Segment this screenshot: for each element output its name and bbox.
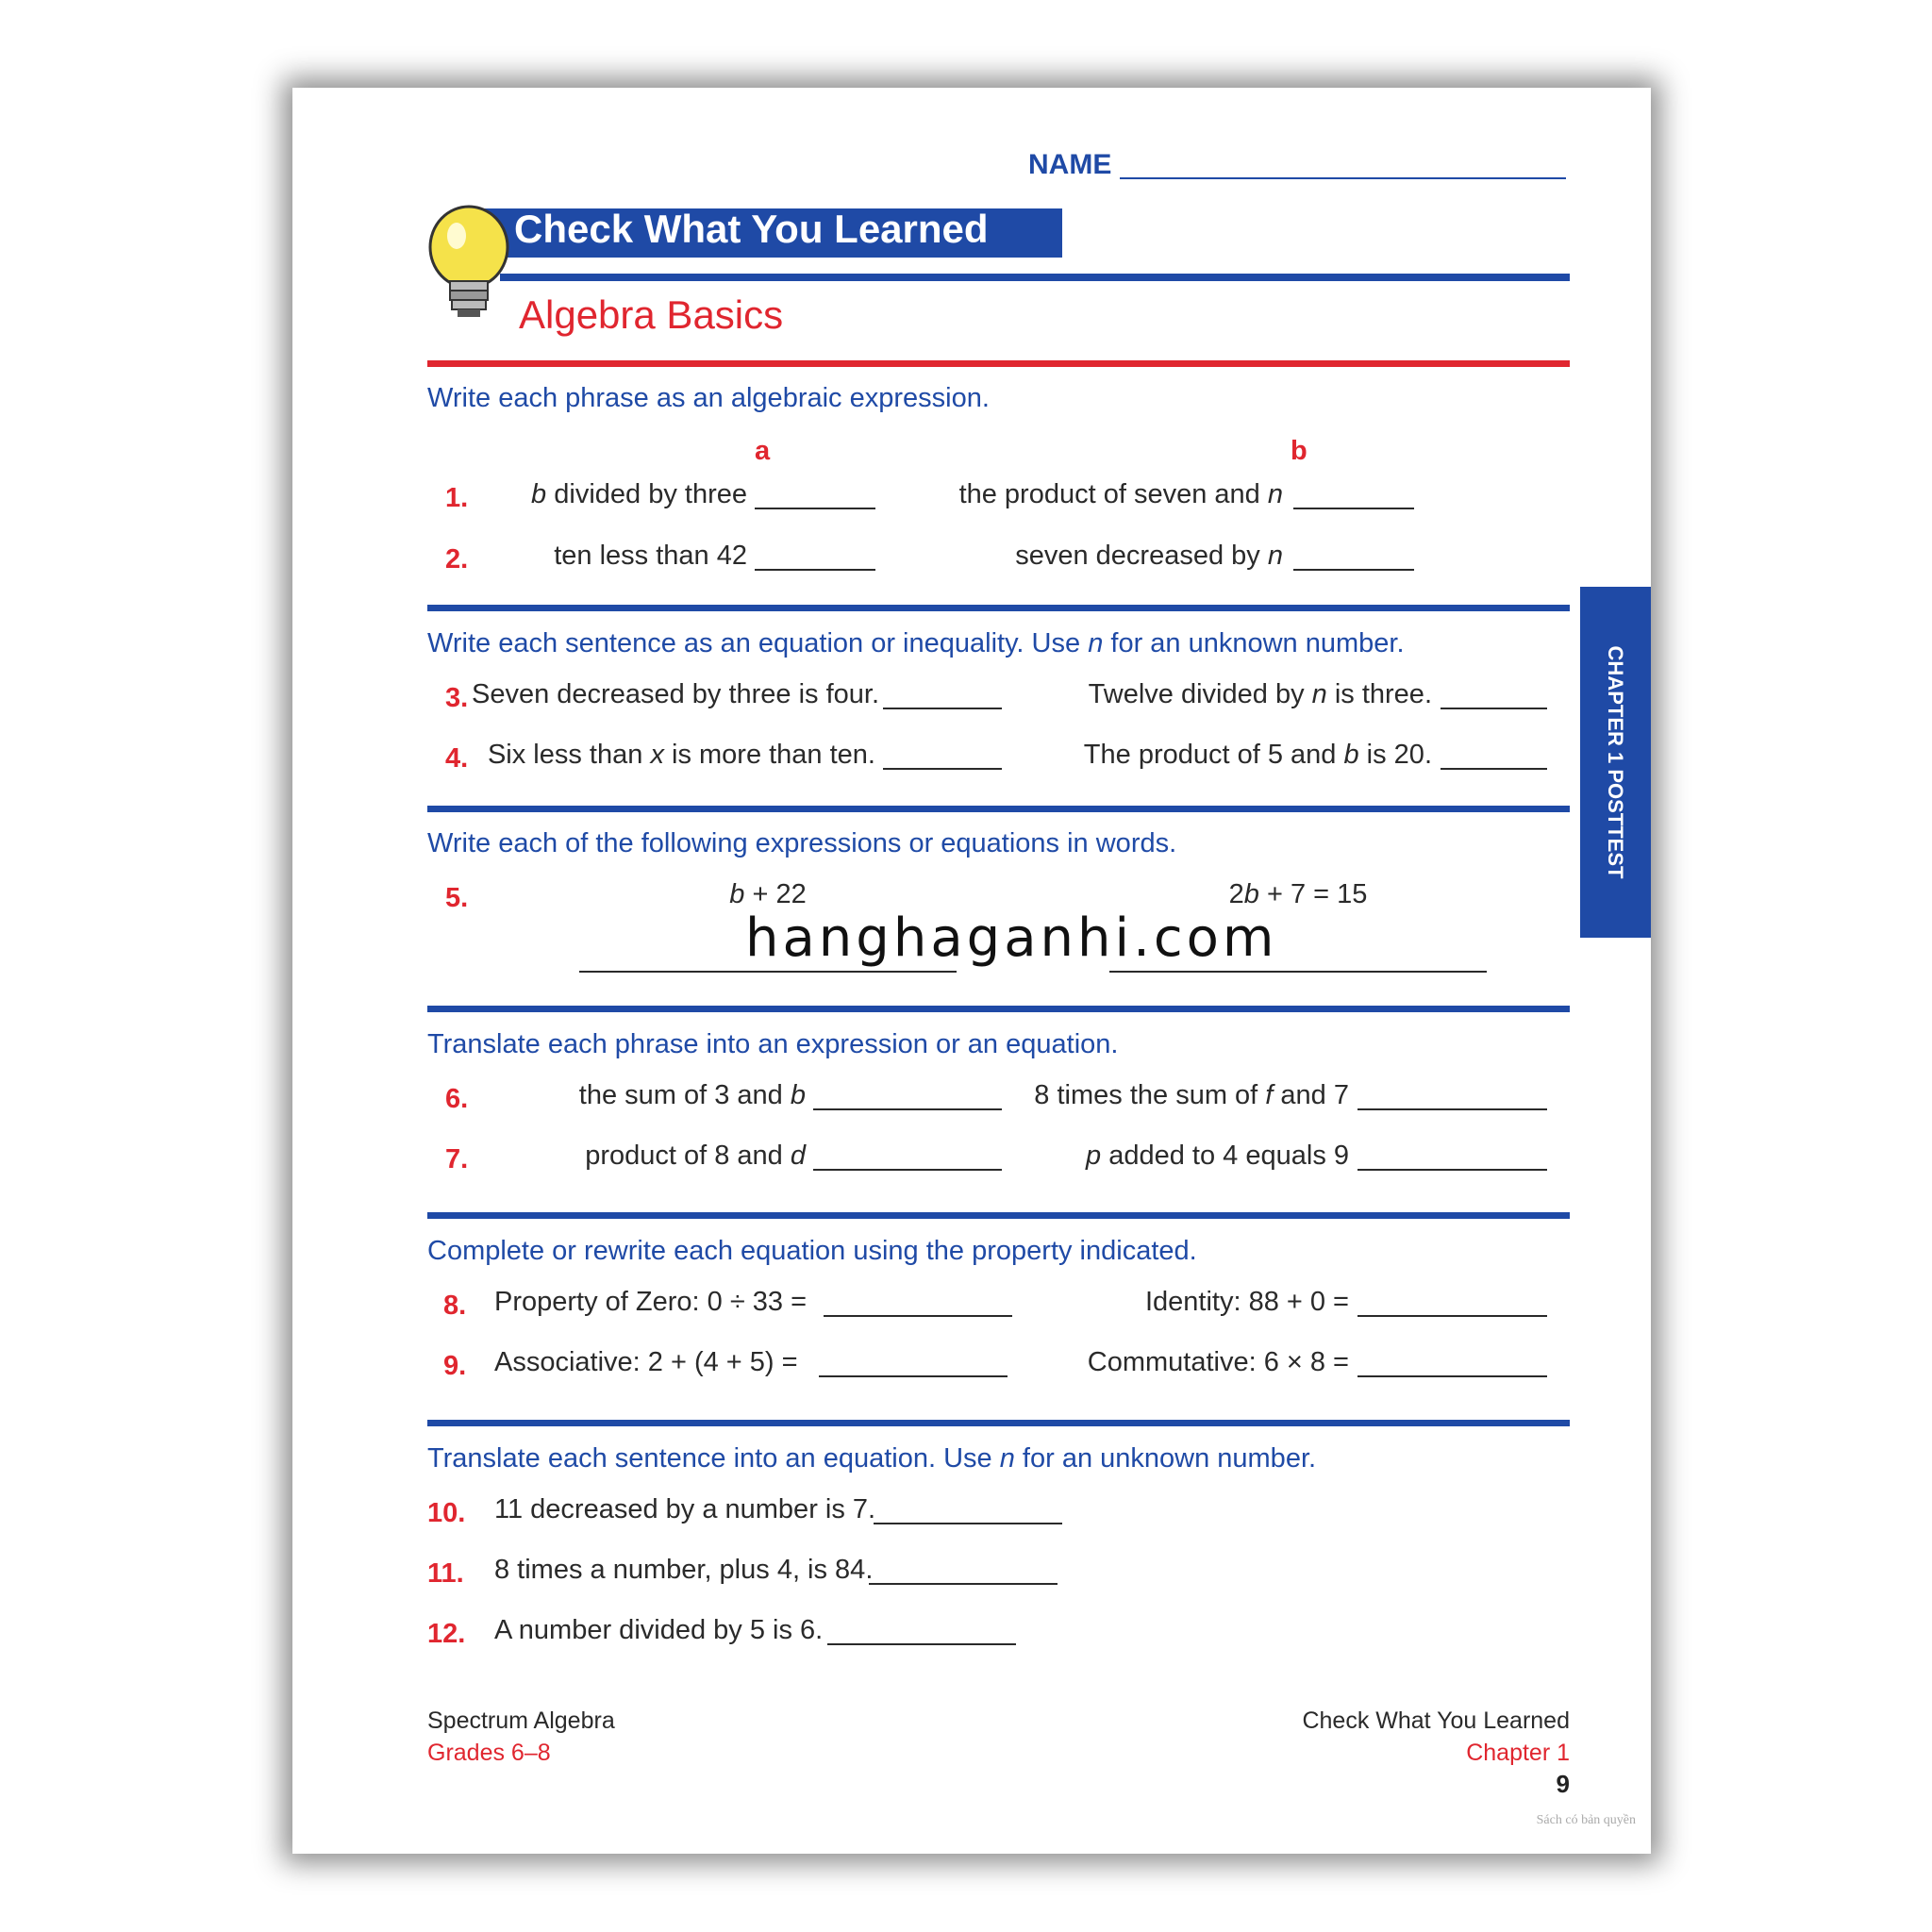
q2a-text: ten less than 42	[554, 541, 747, 571]
q2b-text: seven decreased by n	[1015, 541, 1283, 571]
q10-number: 10.	[427, 1498, 466, 1528]
column-a-label: a	[755, 436, 771, 466]
q7a-text: product of 8 and d	[585, 1141, 806, 1171]
column-b-label: b	[1291, 436, 1307, 466]
q7b-blank[interactable]	[1357, 1169, 1547, 1171]
q8b-blank[interactable]	[1357, 1315, 1547, 1317]
section5-instruction: Complete or rewrite each equation using the property indicated.	[427, 1236, 1197, 1266]
q7a-blank[interactable]	[813, 1169, 1002, 1171]
q8a-text: Property of Zero: 0 ÷ 33 =	[494, 1287, 808, 1317]
section2-instruction: Write each sentence as an equation or inequality. Use n for an unknown number.	[427, 628, 1405, 658]
q8b-text: Identity: 88 + 0 =	[1144, 1287, 1349, 1317]
subtitle-rule	[427, 360, 1570, 367]
q5a-expression: b + 22	[729, 879, 807, 909]
q1-number: 1.	[445, 483, 469, 513]
q12-text: A number divided by 5 is 6.	[494, 1615, 824, 1645]
q3b-blank[interactable]	[1441, 708, 1547, 709]
q10-blank[interactable]	[874, 1523, 1062, 1524]
title-rule	[500, 274, 1570, 281]
name-blank[interactable]	[1120, 177, 1566, 179]
q9b-blank[interactable]	[1357, 1375, 1547, 1377]
q5-number: 5.	[445, 883, 469, 913]
q1b-blank[interactable]	[1293, 508, 1414, 509]
page-title: Check What You Learned	[514, 207, 989, 251]
q10-text: 11 decreased by a number is 7.	[494, 1494, 876, 1524]
q3a-blank[interactable]	[883, 708, 1002, 709]
copyright-note: Sách có bản quyền	[1536, 1813, 1636, 1827]
q4a-text: Six less than x is more than ten.	[487, 740, 875, 770]
lightbulb-icon	[426, 200, 511, 323]
q1b-text: the product of seven and n	[958, 479, 1283, 509]
footer-section: Check What You Learned	[1302, 1707, 1570, 1734]
page-subtitle: Algebra Basics	[519, 292, 784, 337]
q5a-blank[interactable]	[579, 971, 957, 973]
q2b-blank[interactable]	[1293, 569, 1414, 571]
q12-number: 12.	[427, 1619, 466, 1649]
q9-number: 9.	[443, 1351, 467, 1381]
section-rule	[427, 1006, 1570, 1012]
q6a-blank[interactable]	[813, 1108, 1002, 1110]
q9a-text: Associative: 2 + (4 + 5) =	[494, 1347, 798, 1377]
q11-blank[interactable]	[869, 1583, 1058, 1585]
section-rule	[427, 806, 1570, 812]
section-rule	[427, 1420, 1570, 1426]
page-number: 9	[1556, 1770, 1570, 1798]
section-rule	[427, 605, 1570, 611]
footer-grades: Grades 6–8	[427, 1740, 551, 1766]
q4b-text: The product of 5 and b is 20.	[1083, 740, 1432, 770]
q7b-text: p added to 4 equals 9	[1086, 1141, 1349, 1171]
q7-number: 7.	[445, 1144, 469, 1174]
q6-number: 6.	[445, 1084, 469, 1114]
q2a-blank[interactable]	[755, 569, 875, 571]
section-rule	[427, 1212, 1570, 1219]
q12-blank[interactable]	[827, 1643, 1016, 1645]
section1-instruction: Write each phrase as an algebraic expression.	[427, 383, 990, 413]
q6b-blank[interactable]	[1357, 1108, 1547, 1110]
q5b-blank[interactable]	[1109, 971, 1487, 973]
q9a-blank[interactable]	[819, 1375, 1008, 1377]
q3-number: 3.	[445, 683, 469, 713]
footer-book: Spectrum Algebra	[427, 1707, 615, 1734]
section4-instruction: Translate each phrase into an expression or an equation.	[427, 1029, 1119, 1059]
section3-instruction: Write each of the following expressions or equations in words.	[427, 828, 1177, 858]
watermark: hanghaganhi.com	[745, 908, 1278, 969]
side-tab-label: CHAPTER 1 POSTTEST	[1604, 645, 1627, 879]
q4-number: 4.	[445, 743, 469, 774]
q11-text: 8 times a number, plus 4, is 84.	[494, 1555, 874, 1585]
footer-chapter: Chapter 1	[1466, 1740, 1570, 1766]
q1a-blank[interactable]	[755, 508, 875, 509]
q5b-equation: 2b + 7 = 15	[1228, 879, 1368, 909]
q3b-text: Twelve divided by n is three.	[1088, 679, 1432, 709]
q2-number: 2.	[445, 544, 469, 575]
q9b-text: Commutative: 6 × 8 =	[1087, 1347, 1349, 1377]
q6b-text: 8 times the sum of f and 7	[1034, 1080, 1349, 1110]
q4a-blank[interactable]	[883, 768, 1002, 770]
name-label: NAME	[1028, 149, 1112, 180]
q6a-text: the sum of 3 and b	[578, 1080, 806, 1110]
q3a-text: Seven decreased by three is four.	[472, 679, 880, 709]
q8-number: 8.	[443, 1291, 467, 1321]
q11-number: 11.	[427, 1558, 464, 1589]
q1a-text: b divided by three	[531, 479, 747, 509]
q8a-blank[interactable]	[824, 1315, 1012, 1317]
q4b-blank[interactable]	[1441, 768, 1547, 770]
section6-instruction: Translate each sentence into an equation. Use n for an unknown number.	[427, 1443, 1317, 1474]
